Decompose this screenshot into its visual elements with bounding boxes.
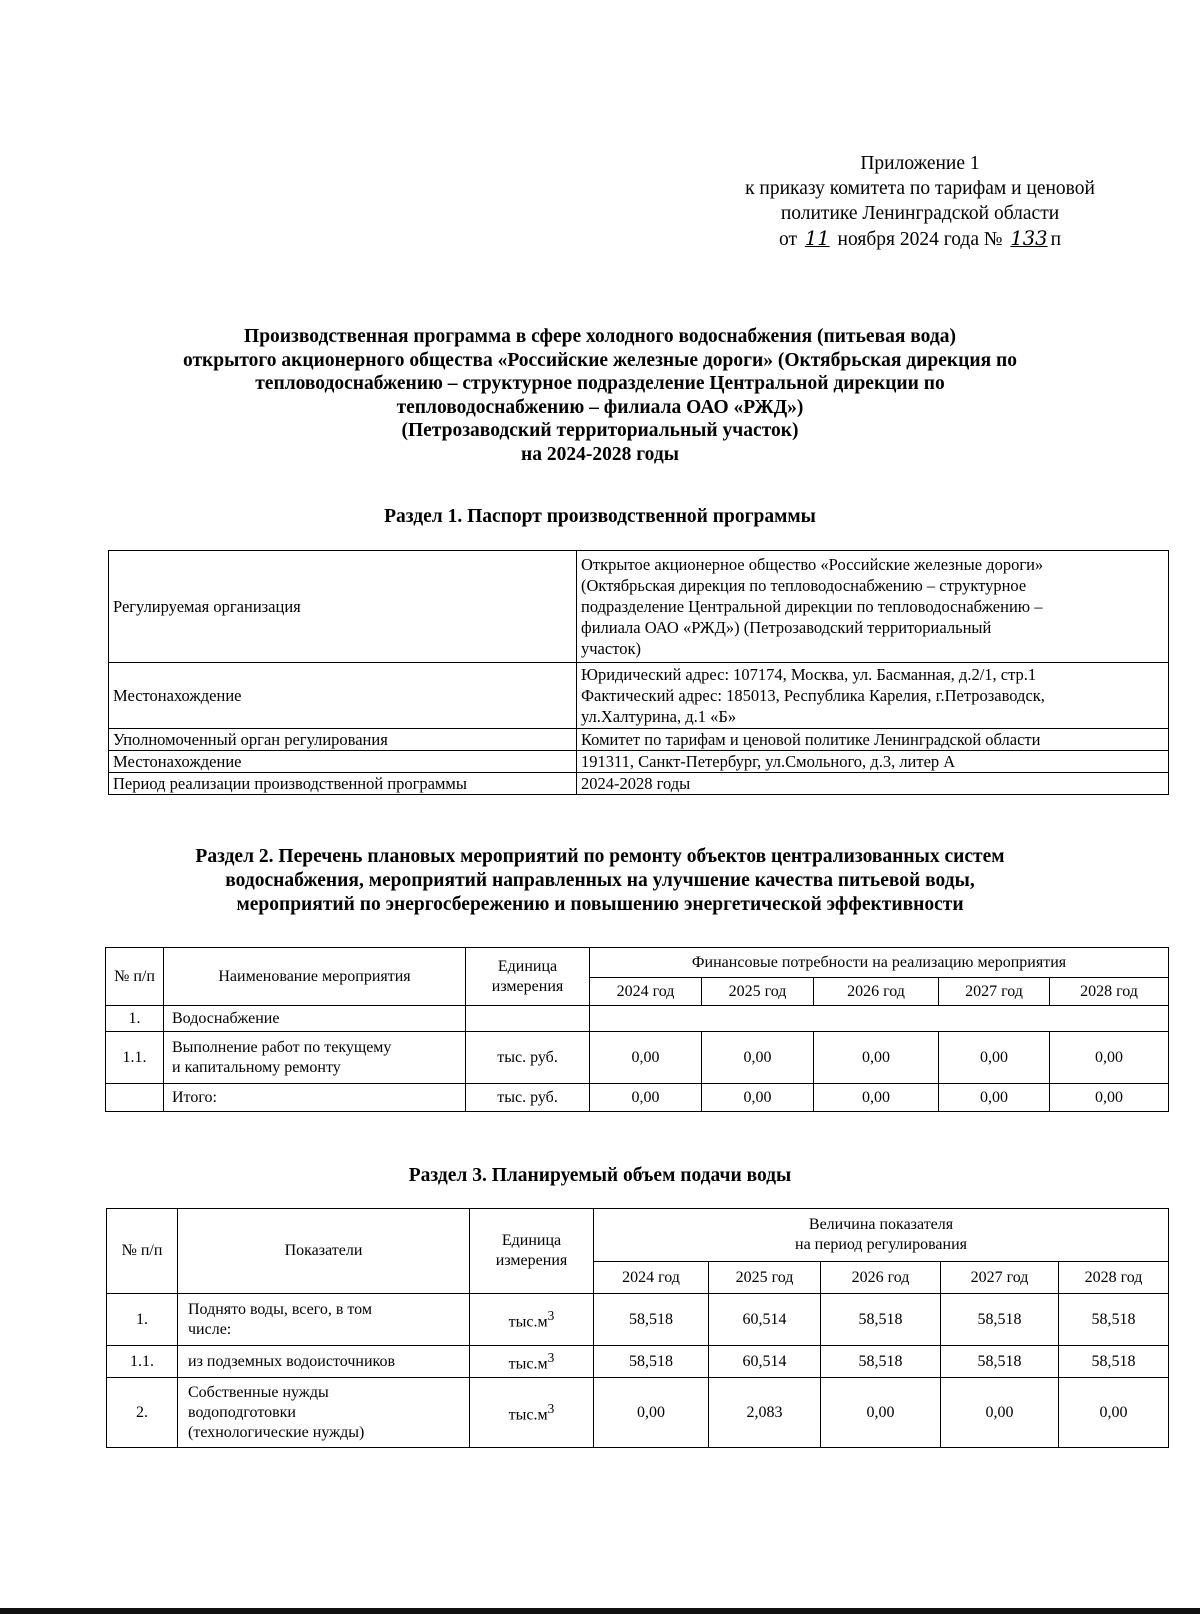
unit-superscript: 3 bbox=[547, 1350, 555, 1366]
value-cell: 0,00 bbox=[814, 1084, 939, 1112]
passport-table bbox=[108, 550, 1169, 795]
row-name-line: Собственные нужды bbox=[188, 1383, 329, 1401]
value-cell: 58,518 bbox=[941, 1346, 1059, 1378]
table-header-row bbox=[107, 1209, 1169, 1262]
value-cell: 0,00 bbox=[590, 1032, 702, 1084]
row-name-line: Выполнение работ по текущему bbox=[172, 1038, 392, 1056]
col-value-header bbox=[594, 1209, 1169, 1262]
section2-heading bbox=[90, 845, 1110, 917]
row-unit bbox=[466, 1006, 590, 1032]
row-unit bbox=[470, 1378, 594, 1448]
year-header: 2028 год bbox=[1059, 1262, 1169, 1294]
value-cell: 0,00 bbox=[702, 1084, 814, 1112]
row-name-line: и капитальному ремонту bbox=[172, 1058, 341, 1076]
value-cell: 0,00 bbox=[939, 1084, 1050, 1112]
section1-heading-text: Раздел 1. Паспорт производственной программы bbox=[384, 506, 816, 527]
row-name-line: числе: bbox=[188, 1320, 232, 1338]
title-line-3: тепловодоснабжению – структурное подразделение Центральной дирекции по bbox=[255, 373, 945, 394]
value-cell: 0,00 bbox=[1050, 1032, 1169, 1084]
date-prefix: от bbox=[778, 229, 797, 250]
table-row bbox=[109, 751, 1169, 773]
appendix-line-2: к приказу комитета по тарифам и ценовой bbox=[745, 178, 1095, 199]
row-name bbox=[164, 1032, 466, 1084]
col-unit-header: Единица измерения bbox=[470, 1209, 594, 1294]
table-row bbox=[106, 1006, 1169, 1032]
value-line: Открытое акционерное общество «Российские железные дороги» bbox=[581, 555, 1044, 574]
row-name bbox=[178, 1294, 470, 1346]
handwritten-day: 11 bbox=[804, 227, 830, 250]
row-number: 1. bbox=[107, 1294, 178, 1346]
value-cell: 0,00 bbox=[941, 1378, 1059, 1448]
value-cell: 58,518 bbox=[594, 1346, 709, 1378]
passport-label: Местонахождение bbox=[109, 751, 577, 773]
water-supply-table bbox=[106, 1208, 1169, 1448]
col-unit-header: Единица измерения bbox=[466, 948, 590, 1006]
year-header: 2027 год bbox=[939, 978, 1050, 1006]
row-unit bbox=[470, 1294, 594, 1346]
value-line: Юридический адрес: 107174, Москва, ул. Басманная, д.2/1, стр.1 bbox=[581, 665, 1037, 684]
value-line: участок) bbox=[581, 639, 641, 658]
col-name-header: Наименование мероприятия bbox=[164, 948, 466, 1006]
section3-heading-text: Раздел 3. Планируемый объем подачи воды bbox=[408, 1165, 792, 1186]
table-row bbox=[107, 1346, 1169, 1378]
passport-label: Уполномоченный орган регулирования bbox=[109, 729, 577, 751]
col-number-header: № п/п bbox=[107, 1209, 178, 1294]
row-name: Водоснабжение bbox=[164, 1006, 466, 1032]
value-cell: 0,00 bbox=[814, 1032, 939, 1084]
table-row bbox=[109, 663, 1169, 729]
title-line-6: на 2024-2028 годы bbox=[521, 443, 679, 465]
total-label: Итого: bbox=[164, 1084, 466, 1112]
year-header: 2025 год bbox=[702, 978, 814, 1006]
value-cell: 0,00 bbox=[939, 1032, 1050, 1084]
row-name-line: (технологические нужды) bbox=[188, 1423, 365, 1441]
table-row bbox=[109, 729, 1169, 751]
col-financial-header: Финансовые потребности на реализацию мероприятия bbox=[590, 948, 1169, 978]
value-cell: 2,083 bbox=[709, 1378, 821, 1448]
row-number bbox=[106, 1084, 164, 1112]
table-row bbox=[107, 1378, 1169, 1448]
passport-label: Местонахождение bbox=[109, 663, 577, 729]
year-header: 2027 год bbox=[941, 1262, 1059, 1294]
title-line-2: открытого акционерного общества «Российские железные дороги» (Октябрьская дирекция по bbox=[182, 349, 1017, 371]
appendix-date-line bbox=[690, 226, 1150, 252]
document-title bbox=[90, 325, 1110, 466]
row-unit bbox=[470, 1346, 594, 1378]
table-total-row bbox=[106, 1084, 1169, 1112]
appendix-line-3: политике Ленинградской области bbox=[780, 203, 1060, 224]
unit-superscript: 3 bbox=[547, 1401, 555, 1417]
unit-text: тыс.м bbox=[508, 1313, 548, 1331]
row-number: 2. bbox=[107, 1378, 178, 1448]
table-header-row bbox=[106, 948, 1169, 978]
table-row bbox=[109, 551, 1169, 663]
year-header: 2028 год bbox=[1050, 978, 1169, 1006]
passport-value bbox=[577, 663, 1169, 729]
row-number: 1. bbox=[106, 1006, 164, 1032]
value-cell: 0,00 bbox=[821, 1378, 941, 1448]
value-line: Фактический адрес: 185013, Республика Карелия, г.Петрозаводск, bbox=[581, 686, 1045, 705]
value-cell: 58,518 bbox=[941, 1294, 1059, 1346]
table-row bbox=[107, 1294, 1169, 1346]
year-header: 2025 год bbox=[709, 1262, 821, 1294]
row-unit: тыс. руб. bbox=[466, 1032, 590, 1084]
year-header: 2024 год bbox=[590, 978, 702, 1006]
value-cell: 58,518 bbox=[594, 1294, 709, 1346]
row-number: 1.1. bbox=[107, 1346, 178, 1378]
value-cell: 58,518 bbox=[1059, 1294, 1169, 1346]
scan-bottom-edge bbox=[0, 1608, 1200, 1614]
value-cell: 0,00 bbox=[702, 1032, 814, 1084]
row-name bbox=[178, 1378, 470, 1448]
activities-table bbox=[105, 947, 1169, 1112]
unit-text: тыс.м bbox=[508, 1406, 548, 1424]
row-number: 1.1. bbox=[106, 1032, 164, 1084]
appendix-line-1: Приложение 1 bbox=[860, 153, 980, 174]
passport-value bbox=[577, 551, 1169, 663]
year-header: 2026 год bbox=[814, 978, 939, 1006]
value-cell: 60,514 bbox=[709, 1294, 821, 1346]
passport-value: 2024-2028 годы bbox=[577, 773, 1169, 795]
value-cell: 0,00 bbox=[1050, 1084, 1169, 1112]
col-value-header-line: Величина показателя bbox=[808, 1216, 954, 1233]
value-line: филиала ОАО «РЖД») (Петрозаводский территориальный bbox=[581, 618, 992, 637]
title-line-1: Производственная программа в сфере холодного водоснабжения (питьевая вода) bbox=[244, 326, 956, 347]
section2-heading-line-2: водоснабжения, мероприятий направленных на улучшение качества питьевой воды, bbox=[225, 870, 975, 891]
value-cell: 58,518 bbox=[1059, 1346, 1169, 1378]
title-line-5: (Петрозаводский территориальный участок) bbox=[401, 420, 799, 441]
table-row bbox=[109, 773, 1169, 795]
value-cell: 0,00 bbox=[590, 1084, 702, 1112]
date-mid: ноября 2024 года № bbox=[837, 229, 1003, 250]
title-line-4: тепловодоснабжению – филиала ОАО «РЖД») bbox=[396, 396, 804, 418]
row-name: из подземных водоисточников bbox=[178, 1346, 470, 1378]
table-row bbox=[106, 1032, 1169, 1084]
section2-heading-line-3: мероприятий по энергосбережению и повышению энергетической эффективности bbox=[236, 894, 964, 915]
passport-label: Период реализации производственной программы bbox=[109, 773, 577, 795]
value-cell: 60,514 bbox=[709, 1346, 821, 1378]
section2-heading-line-1: Раздел 2. Перечень плановых мероприятий по ремонту объектов централизованных систем bbox=[195, 846, 1005, 867]
passport-value: 191311, Санкт-Петербург, ул.Смольного, д.3, литер А bbox=[577, 751, 1169, 773]
col-name-header: Показатели bbox=[178, 1209, 470, 1294]
section3-heading bbox=[90, 1164, 1110, 1188]
unit-superscript: 3 bbox=[547, 1308, 555, 1324]
row-name-line: Поднято воды, всего, в том bbox=[188, 1300, 372, 1318]
order-number-suffix: п bbox=[1050, 229, 1062, 250]
year-header: 2024 год bbox=[594, 1262, 709, 1294]
row-unit: тыс. руб. bbox=[466, 1084, 590, 1112]
col-value-header-line: на период регулирования bbox=[795, 1236, 968, 1253]
value-line: ул.Халтурина, д.1 «Б» bbox=[581, 707, 737, 726]
value-line: (Октябрьская дирекция по тепловодоснабжению – структурное bbox=[581, 576, 1027, 595]
value-cell: 0,00 bbox=[1059, 1378, 1169, 1448]
handwritten-order-number: 133 bbox=[1010, 227, 1048, 250]
value-cell: 0,00 bbox=[594, 1378, 709, 1448]
unit-text: тыс.м bbox=[508, 1355, 548, 1373]
row-name-line: водоподготовки bbox=[188, 1403, 296, 1421]
year-header: 2026 год bbox=[821, 1262, 941, 1294]
value-cell: 58,518 bbox=[821, 1294, 941, 1346]
col-number-header: № п/п bbox=[106, 948, 164, 1006]
appendix-header bbox=[690, 151, 1150, 252]
passport-label: Регулируемая организация bbox=[109, 551, 577, 663]
value-cell: 58,518 bbox=[821, 1346, 941, 1378]
section1-heading bbox=[90, 505, 1110, 529]
row-values-empty bbox=[590, 1006, 1169, 1032]
passport-value: Комитет по тарифам и ценовой политике Ленинградской области bbox=[577, 729, 1169, 751]
value-line: подразделение Центральной дирекции по тепловодоснабжению – bbox=[581, 597, 1043, 616]
